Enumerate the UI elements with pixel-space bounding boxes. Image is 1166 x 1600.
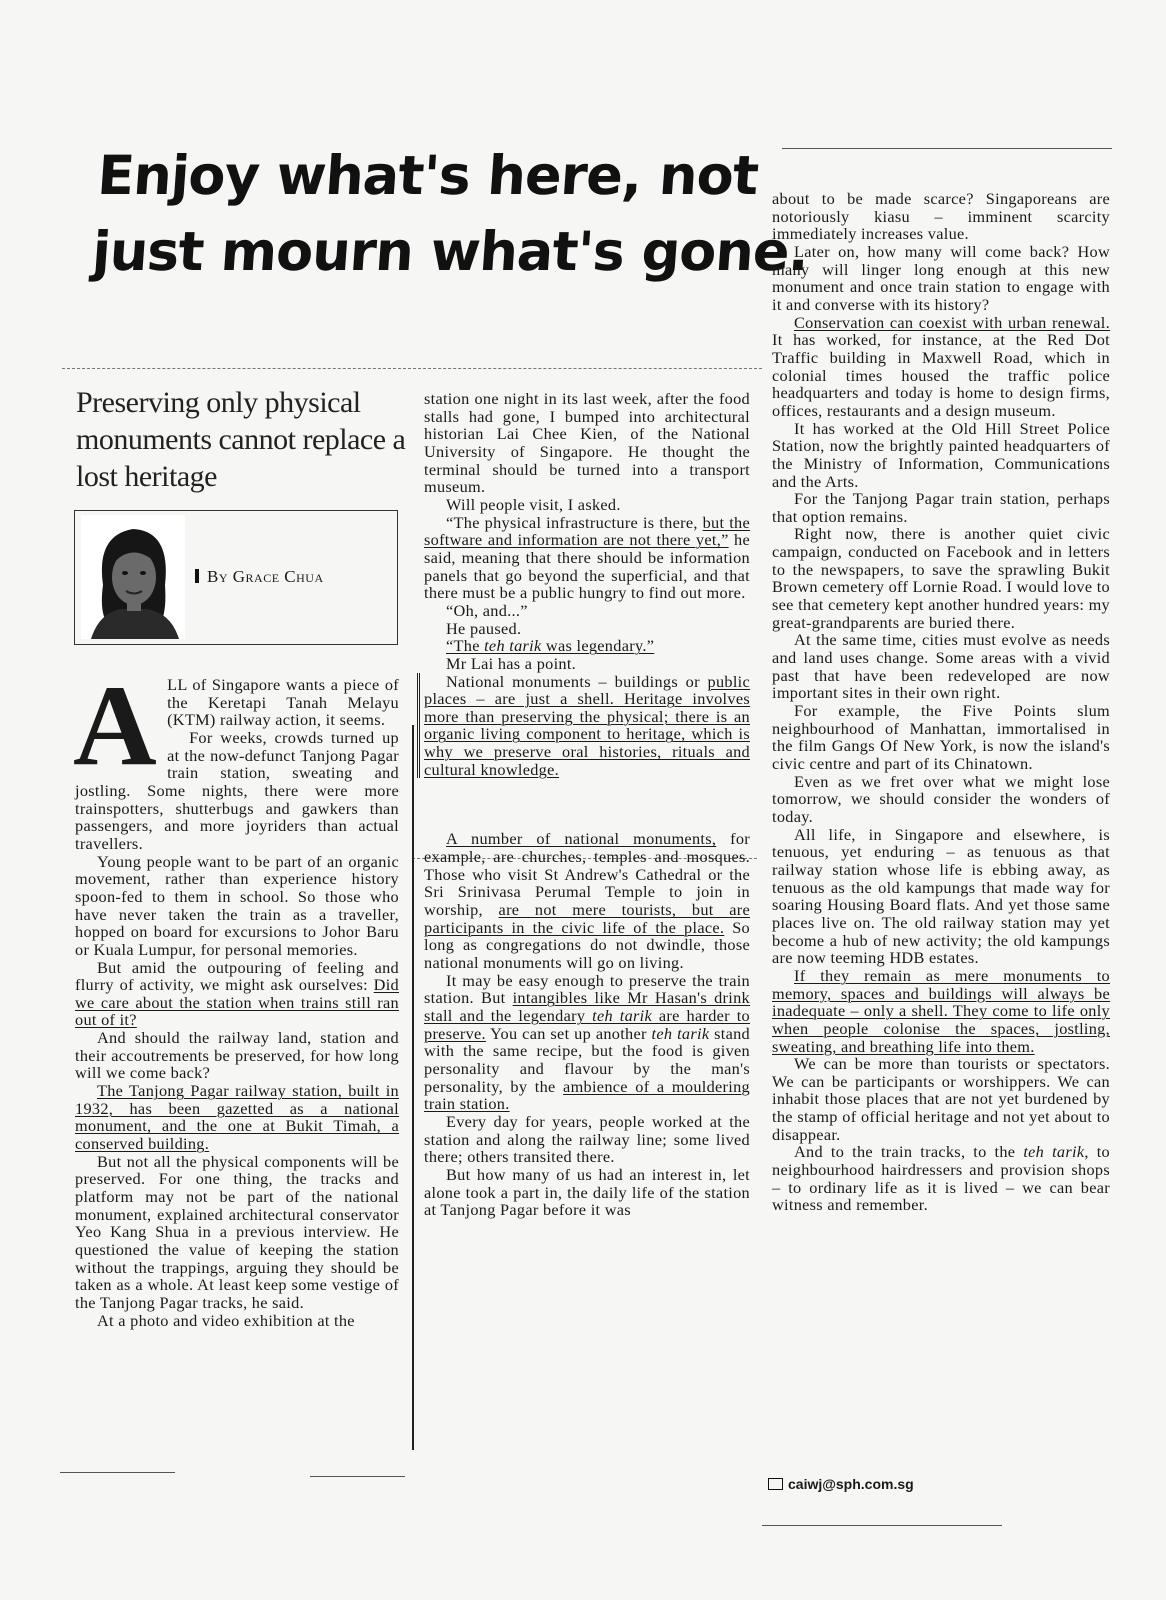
- divider: [310, 1476, 405, 1477]
- body-text: But amid the outpouring of feeling and flurry of activity, we might ask ourselves:: [75, 957, 399, 995]
- underlined-text: teh tarik: [484, 636, 542, 656]
- column-2-top: [424, 390, 750, 673]
- underlined-text: Conservation can coexist with urban renewal.: [794, 312, 1110, 332]
- paragraph: [424, 1113, 750, 1166]
- body-text: So long as congregations do not dwindle, those national monuments will go on living.: [424, 917, 750, 973]
- column-1: [73, 662, 399, 1330]
- paragraph: [424, 673, 750, 779]
- underlined-text: are not mere tourists, but are participants in the civic life of the place.: [424, 900, 750, 937]
- paragraph: [424, 602, 750, 620]
- paragraph: [424, 390, 750, 496]
- body-text: “Oh, and...”: [446, 600, 528, 620]
- paragraph: [424, 655, 750, 673]
- paragraph: [772, 490, 1110, 525]
- body-text: At a photo and video exhibition at the: [97, 1310, 355, 1330]
- underlined-text: “The: [446, 636, 485, 656]
- body-text: And to the train tracks, to the: [794, 1142, 1024, 1162]
- paragraph: [772, 773, 1110, 826]
- paragraph: [772, 243, 1110, 314]
- underlined-text: intangibles like Mr Hasan's drink stall and the legendary: [424, 988, 750, 1025]
- paragraph: [772, 826, 1110, 967]
- underlined-text: but the software and information are not there yet,”: [424, 512, 750, 550]
- body-text: It has worked, for instance, at the Red Dot Traffic building in Maxwell Road, which in colonial times housed the traffic police headquarters and today is home to design firms, offices, restaurants and a design museum.: [772, 330, 1110, 420]
- body-text: At the same time, cities must evolve as needs and land uses change. Some areas with a vivid past that have been redeveloped are now important sites in their own right.: [772, 630, 1110, 703]
- paragraph: [424, 496, 750, 514]
- body-text: Every day for years, people worked at the station and along the railway line; some lived there; others transited there.: [424, 1111, 750, 1167]
- title-line-2: just mourn what's gone.: [90, 220, 811, 283]
- column-2: [424, 390, 750, 1219]
- underlined-text: A number of national monuments,: [446, 829, 717, 849]
- body-text: For weeks, crowds turned up at the now-defunct Tanjong Pagar train station, sweating and jostling. Some nights, there were more trainspotters, shutterbugs and gawkers than passengers, and more joyriders than actual travellers.: [75, 727, 399, 853]
- title-line-1: Enjoy what's here, not: [95, 144, 760, 207]
- author-email[interactable]: [768, 1476, 914, 1492]
- paragraph: [424, 514, 750, 602]
- body-text: Mr Lai has a point.: [446, 653, 577, 673]
- body-text: All life, in Singapore and elsewhere, is tenuous, yet enduring – as tenuous as that railway station whose life is ebbing away, as tenuous as the old kampungs that made way for soaring Housing Board flats. And yet those same places live on. The old railway station may yet become a hub of new activity; the old kampungs are now teeming HDB estates.: [772, 824, 1110, 968]
- paragraph: [772, 420, 1110, 491]
- paragraph: [772, 967, 1110, 1055]
- underlined-text: teh tarik: [592, 1006, 653, 1025]
- underlined-text: If they remain as mere monuments to memory, spaces and buildings will always be inadequate – only a shell. They come to life only when people colonise the spaces, jostling, sweating, and breathing life into them.: [772, 965, 1110, 1056]
- underlined-text: ambience of a mouldering train station.: [424, 1076, 750, 1114]
- divider: [62, 368, 762, 369]
- drop-cap: A: [73, 662, 158, 790]
- paragraph: [75, 1082, 399, 1153]
- paragraph: [424, 972, 750, 1113]
- body-text: Young people want to be part of an organic movement, rather than experience history spoon-fed to them in school. So those who have never taken the train as a traveller, hopped on board for excursions to Johor Baru or Kuala Lumpur, for personal memories.: [75, 851, 399, 959]
- byline: [195, 567, 324, 587]
- paragraph: [772, 1055, 1110, 1143]
- article-headline: Preserving only physical monuments cannot replace a lost heritage: [76, 386, 406, 493]
- paragraph: [424, 830, 750, 971]
- underlined-text: public places – are just a shell. Heritage involves more than preserving the physical; there is an organic living component to heritage, which is why we preserve oral histories, rituals and cultural knowledge.: [424, 671, 750, 779]
- body-text: , to neighbourhood hairdressers and provision shops – to ordinary life as it is lived – we can bear witness and remember.: [772, 1142, 1110, 1215]
- body-text: for example, are churches, temples and mosques. Those who visit St Andrew's Cathedral or the Sri Srinivasa Perumal Temple to join in worship,: [424, 829, 750, 920]
- paragraph: [75, 1312, 399, 1330]
- column-rule: [412, 725, 414, 1450]
- body-text: For the Tanjong Pagar train station, perhaps that option remains.: [772, 489, 1110, 526]
- body-text: Later on, how many will come back? How many will linger long enough at this new monument and once train station to engage with it and converse with its history?: [772, 241, 1110, 314]
- author-photo: [81, 515, 185, 639]
- author-name: By Grace Chua: [207, 567, 324, 586]
- body-text: And should the railway land, station and their accoutrements be preserved, for how long will we come back?: [75, 1028, 399, 1083]
- column-2-bottom: [424, 830, 750, 1218]
- body-text: Will people visit, I asked.: [446, 494, 621, 514]
- underlined-text: are harder to preserve.: [424, 1006, 750, 1043]
- body-text: We can be more than tourists or spectators. We can be participants or worshippers. We can inhabit those places that are not yet burdened by the stamp of official heritage and not yet about to disappear.: [772, 1054, 1110, 1144]
- body-text: For example, the Five Points slum neighbourhood of Manhattan, immortalised in the film Gangs Of New York, is now the island's civic centre and part of its Chinatown.: [772, 701, 1110, 773]
- body-text: about to be made scarce? Singaporeans are notoriously kiasu – imminent scarcity immediately increases value.: [772, 189, 1110, 244]
- body-text: It may be easy enough to preserve the train station. But: [424, 970, 750, 1008]
- column-3: [772, 190, 1110, 1214]
- body-text: It has worked at the Old Hill Street Police Station, now the brightly painted headquarters of the Ministry of Information, Communications and the Arts.: [772, 418, 1110, 491]
- handwritten-title: [90, 138, 811, 290]
- underlined-text: Did we care about the station when trains still ran out of it?: [75, 975, 399, 1030]
- paragraph: [424, 1166, 750, 1219]
- body-text: “The physical infrastructure is there,: [446, 512, 703, 532]
- paragraph: [772, 702, 1110, 773]
- paragraph: [424, 637, 750, 655]
- body-text: stand with the same recipe, but the food is given personality and flavour by the man's personality, by the: [424, 1023, 750, 1096]
- body-text: But not all the physical components will be preserved. For one thing, the tracks and platform may not be part of the national monument, explained architectural conservator Yeo Kang Shua in a previous interview. He questioned the value of keeping the station without the trappings, arguing they should be taken as a whole. At least keep some vestige of the Tanjong Pagar tracks, he said.: [75, 1151, 399, 1312]
- divider: [782, 148, 1112, 149]
- body-text: You can set up another: [485, 1023, 652, 1043]
- body-text: Right now, there is another quiet civic campaign, conducted on Facebook and in letters to the newspapers, to save the sprawling Bukit Brown cemetery off Lornie Road. I would love to see that cemetery kept another hundred years: my great-grandparents are buried there.: [772, 524, 1110, 632]
- envelope-icon: [768, 1478, 783, 1490]
- highlighted-passage: [417, 673, 750, 779]
- paragraph: [75, 853, 399, 959]
- underlined-text: The Tanjong Pagar railway station, built in 1932, has been gazetted as a national monument, and the one at Bukit Timah, a conserved building.: [75, 1081, 399, 1154]
- byline-box: [74, 510, 398, 645]
- paragraph: [75, 1029, 399, 1082]
- divider: [60, 1472, 175, 1473]
- paragraph: [772, 190, 1110, 243]
- paragraph: [772, 1143, 1110, 1214]
- body-text: station one night in its last week, after the food stalls had gone, I bumped into architectural historian Lai Chee Kien, of the National University of Singapore. He thought the terminal should be turned into a transport museum.: [424, 389, 750, 497]
- italic-text: teh tarik: [1023, 1142, 1085, 1162]
- paragraph: [75, 959, 399, 1030]
- divider: [762, 1525, 1002, 1526]
- paragraph: [772, 631, 1110, 702]
- byline-bullet-icon: [195, 569, 199, 583]
- body-text: National monuments – buildings or: [446, 671, 708, 691]
- body-text: He paused.: [446, 618, 522, 638]
- paragraph: [75, 1153, 399, 1312]
- email-text: caiwj@sph.com.sg: [788, 1476, 914, 1492]
- paragraph: [772, 314, 1110, 420]
- body-text: Even as we fret over what we might lose tomorrow, we should consider the wonders of today.: [772, 771, 1110, 826]
- body-text: he said, meaning that there should be information panels that go beyond the superficial, and that there must be a public hungry to find out more.: [424, 530, 750, 603]
- body-text: LL of Singapore wants a piece of the Keretapi Tanah Melayu (KTM) railway action, it seems.: [167, 675, 399, 730]
- paragraph: [424, 620, 750, 638]
- paragraph: [772, 525, 1110, 631]
- body-text: But how many of us had an interest in, let alone took a part in, the daily life of the station at Tanjong Pagar before it was: [424, 1164, 750, 1220]
- italic-text: teh tarik: [651, 1023, 710, 1043]
- underlined-text: was legendary.”: [541, 636, 655, 656]
